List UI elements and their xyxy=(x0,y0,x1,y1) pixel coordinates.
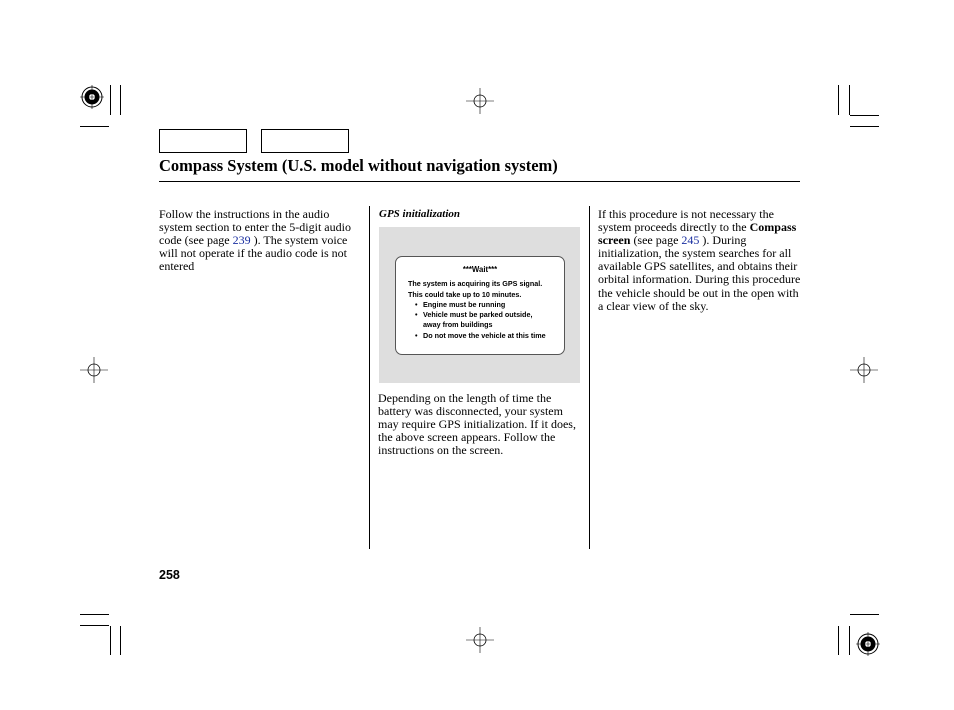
nav-button-main-menu[interactable] xyxy=(159,129,247,153)
bullet-icon: • xyxy=(415,299,418,309)
page-number: 258 xyxy=(159,568,180,582)
title-rule xyxy=(159,181,800,182)
column-divider xyxy=(369,206,370,549)
screen-title: ***Wait*** xyxy=(462,265,498,274)
subheading-gps-initialization: GPS initialization xyxy=(379,208,460,220)
gps-wait-screen xyxy=(395,256,565,355)
screen-bullet: • Vehicle must be parked outside, xyxy=(415,310,533,320)
compass-screen-term: Compass screen xyxy=(598,220,797,248)
screen-bullet: • Engine must be running xyxy=(415,299,506,309)
screen-bullet-continuation: away from buildings xyxy=(423,320,493,330)
nav-button-table-of-contents[interactable] xyxy=(261,129,349,153)
registration-target-icon xyxy=(856,632,880,656)
page-link-239[interactable]: 239 xyxy=(232,233,251,248)
bullet-icon: • xyxy=(415,330,418,340)
column-divider xyxy=(589,206,590,549)
crosshair-icon xyxy=(80,357,108,383)
left-column-text: Follow the instructions in the audio system section to enter the 5-digit audio code (see page 239 ). The system voice will not operate if the audio code is not entered xyxy=(159,207,351,274)
bullet-icon: • xyxy=(415,310,418,320)
crosshair-icon xyxy=(466,627,494,653)
screen-line: This could take up to 10 minutes. xyxy=(408,289,522,299)
middle-column-paragraph: Depending on the length of time the battery was disconnected, your system may require GPS initialization. If it does, the above screen appears. Follow the instructions on the screen. xyxy=(378,391,576,458)
crosshair-icon xyxy=(466,88,494,114)
screen-line: The system is acquiring its GPS signal. xyxy=(408,279,543,289)
crosshair-icon xyxy=(850,357,878,383)
page-link-245[interactable]: 245 xyxy=(681,233,700,248)
registration-target-icon xyxy=(80,85,104,109)
page-title: Compass System (U.S. model without navigation system) xyxy=(159,156,558,175)
right-column-text: If this procedure is not necessary the system proceeds directly to the Compass screen (see page 245 ). During initialization, the system searches for all available GPS satellites, and obtains their orbital information. During this procedure the vehicle should be out in the open with a clear view of the sky. xyxy=(598,207,801,313)
screen-bullet: • Do not move the vehicle at this time xyxy=(415,330,546,340)
